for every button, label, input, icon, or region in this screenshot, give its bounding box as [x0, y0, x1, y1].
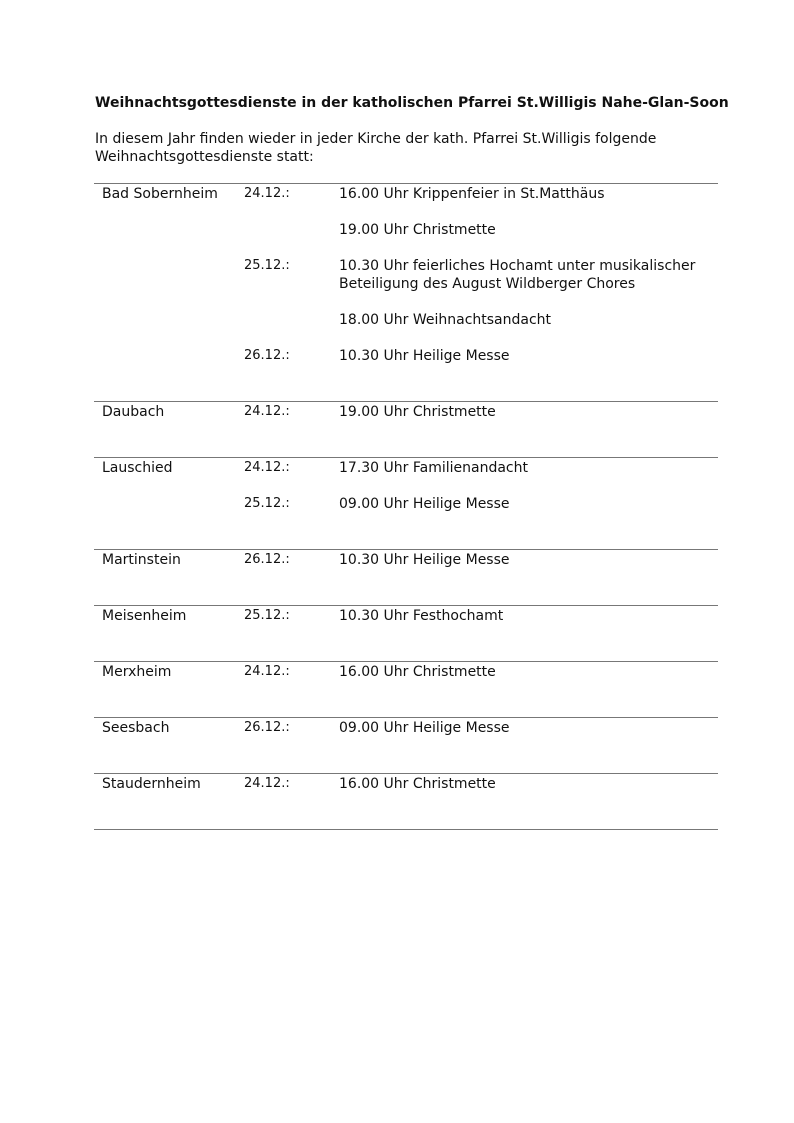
intro-line: In diesem Jahr finden wieder in jeder Kirche der kath. Pfarrei St.Willigis folgende	[95, 131, 657, 147]
service-description: 16.00 Uhr Christmette	[339, 664, 496, 680]
service-description: 19.00 Uhr Christmette	[339, 222, 496, 238]
service-date: 26.12.:	[244, 552, 290, 567]
parish-row	[94, 183, 718, 401]
parish-events	[244, 719, 718, 773]
parish-events	[244, 663, 718, 717]
service-date: 24.12.:	[244, 776, 290, 791]
parish-events	[244, 775, 718, 829]
parish-row	[94, 549, 718, 605]
parish-row	[94, 401, 718, 457]
service-date: 24.12.:	[244, 460, 290, 475]
parish-row	[94, 661, 718, 717]
service-description: 09.00 Uhr Heilige Messe	[339, 720, 510, 736]
service-description: 19.00 Uhr Christmette	[339, 404, 496, 420]
service-entry	[244, 775, 718, 793]
parish-row	[94, 457, 718, 549]
service-description: 10.30 Uhr Heilige Messe	[339, 552, 510, 568]
parish-name: Staudernheim	[102, 776, 201, 792]
parish-events	[244, 607, 718, 661]
service-description: 16.00 Uhr Christmette	[339, 776, 496, 792]
service-date	[244, 221, 339, 239]
service-date: 24.12.:	[244, 404, 290, 419]
service-date: 24.12.:	[244, 664, 290, 679]
parish-events	[244, 551, 718, 605]
parish-events	[244, 459, 718, 549]
parish-name: Seesbach	[102, 720, 170, 736]
service-description: 10.30 Uhr feierliches Hochamt unter musikalischer Beteiligung des August Wildberger Chores	[339, 258, 696, 292]
service-description: 09.00 Uhr Heilige Messe	[339, 496, 510, 512]
service-date: 25.12.:	[244, 496, 290, 511]
service-entry	[244, 663, 718, 681]
service-entry	[244, 459, 718, 477]
service-date: 26.12.:	[244, 348, 290, 363]
service-schedule-table	[94, 183, 718, 830]
service-entry	[244, 185, 718, 203]
service-date: 25.12.:	[244, 608, 290, 623]
intro-paragraph	[95, 130, 705, 166]
service-entry	[244, 551, 718, 569]
service-entry	[244, 403, 718, 421]
service-description: 10.30 Uhr Festhochamt	[339, 608, 504, 624]
service-entry	[244, 719, 718, 737]
service-date: 25.12.:	[244, 258, 290, 273]
service-date: 24.12.:	[244, 186, 290, 201]
service-description: 16.00 Uhr Krippenfeier in St.Matthäus	[339, 186, 605, 202]
service-description: 17.30 Uhr Familienandacht	[339, 460, 528, 476]
parish-row	[94, 773, 718, 829]
parish-row	[94, 717, 718, 773]
parish-events	[244, 185, 718, 401]
parish-name: Meisenheim	[102, 608, 187, 624]
intro-line: Weihnachtsgottesdienste statt:	[95, 149, 314, 165]
service-description: 10.30 Uhr Heilige Messe	[339, 348, 510, 364]
parish-name: Merxheim	[102, 664, 172, 680]
service-entry	[244, 495, 718, 513]
service-date	[244, 311, 339, 329]
service-entry	[244, 221, 718, 239]
parish-events	[244, 403, 718, 457]
parish-name: Lauschied	[102, 460, 173, 476]
parish-row	[94, 605, 718, 661]
document-title: Weihnachtsgottesdienste in der katholischen Pfarrei St.Willigis Nahe-Glan-Soon	[95, 95, 729, 111]
service-entry	[244, 607, 718, 625]
service-entry	[244, 311, 718, 329]
parish-name: Martinstein	[102, 552, 181, 568]
service-entry	[244, 257, 718, 293]
service-entry	[244, 347, 718, 365]
service-date: 26.12.:	[244, 720, 290, 735]
service-description: 18.00 Uhr Weihnachtsandacht	[339, 312, 552, 328]
parish-name: Daubach	[102, 404, 165, 420]
parish-name: Bad Sobernheim	[102, 186, 218, 202]
